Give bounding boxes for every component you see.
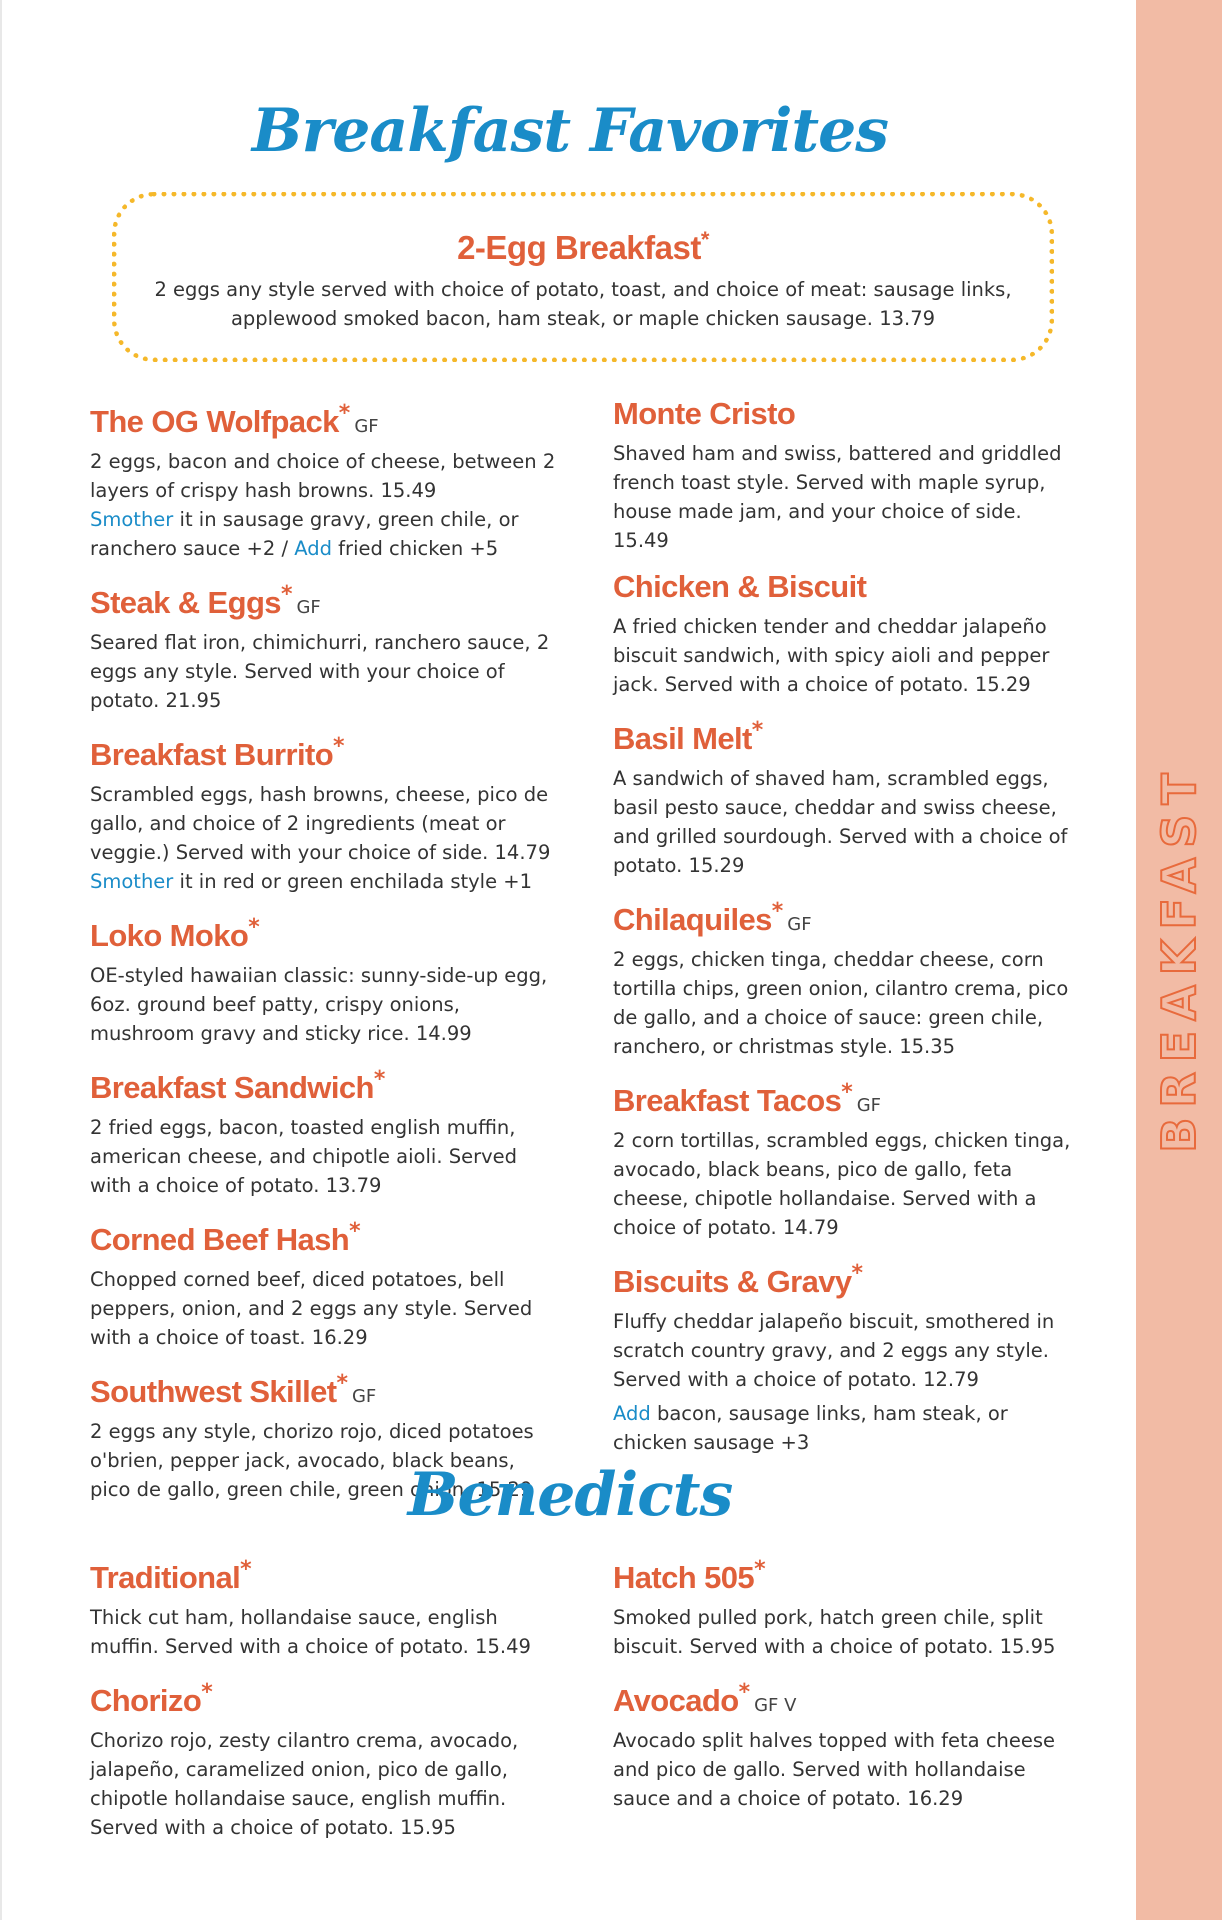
menu-item-name-row	[613, 567, 1083, 612]
menu-item-name-row	[90, 908, 560, 961]
menu-item	[90, 908, 560, 1048]
menu-item-name: Breakfast Burrito	[90, 737, 334, 772]
addon-keyword: Smother	[90, 870, 174, 893]
dietary-tag: GF	[296, 597, 321, 618]
menu-item-description: Shaved ham and swiss, battered and griddled french toast style. Served with maple syrup, house made jam, and your choice of side. 15.49	[613, 442, 1062, 552]
menu-item-name: Traditional	[90, 1560, 241, 1595]
section-title-benedicts: Benedicts	[407, 1460, 733, 1530]
addon-text: it in red or green enchilada style +1	[173, 870, 533, 893]
raw-item-asterisk: *	[336, 1371, 348, 1396]
menu-item	[613, 892, 1083, 1061]
featured-item-name: 2-Egg Breakfast	[457, 229, 701, 266]
menu-item-name: Southwest Skillet	[90, 1374, 337, 1409]
raw-item-asterisk: *	[754, 1557, 766, 1582]
menu-item	[90, 727, 560, 896]
menu-item-description: 2 eggs, chicken tinga, cheddar cheese, corn tortilla chips, green onion, cilantro crema, pico de gallo, and a choice of sauce: green chile, ranchero, or christmas style. 15.35	[613, 948, 1069, 1058]
menu-item-description: 2 eggs any style, chorizo rojo, diced potatoes o'brien, pepper jack, avocado, black beans, pico de gallo, green chile, green onion. 15.29	[90, 1420, 534, 1501]
addon-keyword: Add	[294, 537, 332, 560]
menu-item-name: Basil Melt	[613, 721, 752, 756]
menu-item	[613, 1550, 1083, 1661]
menu-item-name-row	[90, 1060, 560, 1113]
menu-item-name-row	[90, 1212, 560, 1265]
menu-item	[613, 394, 1083, 555]
addon-text: bacon, sausage links, ham steak, or chicken sausage +3	[613, 1402, 1008, 1454]
menu-item-name-row	[90, 1673, 560, 1726]
raw-item-asterisk: *	[201, 1680, 213, 1705]
menu-item	[613, 1254, 1083, 1457]
raw-item-asterisk: *	[700, 227, 709, 252]
menu-item	[90, 1673, 560, 1842]
menu-item-description: 2 eggs, bacon and choice of cheese, between 2 layers of crispy hash browns. 15.49	[90, 450, 556, 502]
menu-item-name: Hatch 505	[613, 1560, 755, 1595]
dietary-tag: GF	[354, 416, 379, 437]
addon-text: it in sausage gravy, green chile, or ranchero sauce +2 /	[90, 508, 519, 560]
menu-item-name-row	[613, 1254, 1083, 1307]
dietary-tag: GF V	[754, 1695, 797, 1716]
menu-item-name: Breakfast Tacos	[613, 1083, 842, 1118]
menu-item-description: A sandwich of shaved ham, scrambled eggs, basil pesto sauce, cheddar and swiss cheese, and grilled sourdough. Served with a choice of potato. 15.29	[613, 767, 1068, 877]
menu-item-name: Monte Cristo	[613, 396, 796, 431]
menu-item-name-row	[90, 1364, 560, 1417]
menu-item	[613, 567, 1083, 699]
menu-item-description: Chopped corned beef, diced potatoes, bell peppers, onion, and 2 eggs any style. Served with a choice of toast. 16.29	[90, 1268, 533, 1349]
menu-item-description: Chorizo rojo, zesty cilantro crema, avocado, jalapeño, caramelized onion, pico de gallo, chipotle hollandaise sauce, english muffin. Served with a choice of potato. 15.95	[90, 1729, 519, 1839]
menu-item-name-row	[613, 1073, 1083, 1126]
raw-item-asterisk: *	[851, 1261, 864, 1286]
side-tab-label: BREAKFAST	[1152, 763, 1206, 1153]
menu-item-name: Corned Beef Hash	[90, 1222, 350, 1257]
menu-item-name-row	[613, 1673, 1083, 1726]
raw-item-asterisk: *	[349, 1219, 361, 1244]
raw-item-asterisk: *	[373, 1067, 386, 1092]
menu-item-name: Chilaquiles	[613, 902, 772, 937]
raw-item-asterisk: *	[280, 582, 293, 607]
menu-item-name: The OG Wolfpack	[90, 404, 339, 439]
addon-keyword: Add	[613, 1402, 651, 1425]
raw-item-asterisk: *	[338, 401, 351, 426]
menu-item-name-row	[613, 394, 1083, 439]
menu-item-description: OE-styled hawaiian classic: sunny-side-up egg, 6oz. ground beef patty, crispy onions, mushroom gravy and sticky rice. 14.99	[90, 964, 548, 1045]
menu-item-name-row	[613, 1550, 1083, 1603]
raw-item-asterisk: *	[248, 915, 260, 940]
menu-item-description: Smoked pulled pork, hatch green chile, split biscuit. Served with a choice of potato. 15.95	[613, 1606, 1056, 1658]
menu-item-name: Avocado	[613, 1683, 739, 1718]
menu-item-name-row	[90, 575, 560, 628]
addon-text: fried chicken +5	[331, 537, 499, 560]
menu-item-name: Chorizo	[90, 1683, 202, 1718]
menu-item-description: 2 fried eggs, bacon, toasted english muffin, american cheese, and chipotle aioli. Served with a choice of potato. 13.79	[90, 1116, 518, 1197]
benedicts-column-right	[613, 1550, 1083, 1825]
featured-item-description: 2 eggs any style served with choice of potato, toast, and choice of meat: sausage links, applewood smoked bacon, ham steak, or maple chicken sausage. 13.79	[154, 278, 1012, 330]
menu-item-name-row	[90, 727, 560, 780]
featured-item-name-row	[117, 227, 1049, 267]
breakfast-column-right	[613, 394, 1083, 1469]
menu-item-name-row	[90, 1550, 560, 1603]
raw-item-asterisk: *	[751, 718, 764, 743]
menu-item	[90, 1212, 560, 1352]
menu-item-name-row	[90, 394, 560, 447]
raw-item-asterisk: *	[240, 1557, 252, 1582]
menu-item-description: Avocado split halves topped with feta cheese and pico de gallo. Served with hollandaise sauce and a choice of potato. 16.29	[613, 1729, 1056, 1810]
menu-item-addon-note	[90, 867, 560, 896]
dietary-tag: GF	[856, 1095, 882, 1116]
raw-item-asterisk: *	[333, 734, 345, 759]
menu-item-description: Fluffy cheddar jalapeño biscuit, smothered in scratch country gravy, and 2 eggs any style. Served with a choice of potato. 12.79	[613, 1310, 1055, 1391]
menu-item-description: 2 corn tortillas, scrambled eggs, chicken tinga, avocado, black beans, pico de gallo, feta cheese, chipotle hollandaise. Served with a choice of potato. 14.79	[613, 1129, 1071, 1239]
menu-item-addon-note	[90, 505, 560, 563]
menu-item	[90, 394, 560, 563]
raw-item-asterisk: *	[738, 1680, 751, 1705]
menu-item	[613, 1673, 1083, 1813]
menu-item-name: Breakfast Sandwich	[90, 1070, 374, 1105]
addon-keyword: Smother	[90, 508, 174, 531]
raw-item-asterisk: *	[771, 899, 784, 924]
featured-item-box	[112, 192, 1054, 362]
menu-item-name: Chicken & Biscuit	[613, 569, 867, 604]
menu-item-description: Thick cut ham, hollandaise sauce, english muffin. Served with a choice of potato. 15.49	[90, 1606, 531, 1658]
menu-item	[613, 1073, 1083, 1242]
menu-item-name: Loko Moko	[90, 918, 249, 953]
menu-item-name-row	[613, 711, 1083, 764]
menu-item	[90, 575, 560, 715]
menu-item-description: Scrambled eggs, hash browns, cheese, pico de gallo, and choice of 2 ingredients (meat or veggie.) Served with your choice of side. 14.79	[90, 783, 551, 864]
breakfast-column-left	[90, 394, 560, 1516]
menu-item-description: Seared flat iron, chimichurri, ranchero sauce, 2 eggs any style. Served with your choice of potato. 21.95	[90, 631, 550, 712]
menu-item-name-row	[613, 892, 1083, 945]
raw-item-asterisk: *	[841, 1080, 853, 1105]
benedicts-column-left	[90, 1550, 560, 1854]
menu-item-addon-note	[613, 1399, 1083, 1457]
dietary-tag: GF	[787, 914, 812, 935]
menu-item	[613, 711, 1083, 880]
menu-item-name: Steak & Eggs	[90, 585, 281, 620]
menu-item-description: A fried chicken tender and cheddar jalapeño biscuit sandwich, with spicy aioli and pepper jack. Served with a choice of potato. 15.29	[613, 615, 1050, 696]
section-title-breakfast-favorites: Breakfast Favorites	[251, 96, 889, 166]
dietary-tag: GF	[351, 1386, 377, 1407]
menu-item	[90, 1550, 560, 1661]
menu-item-name: Biscuits & Gravy	[613, 1264, 852, 1299]
menu-item	[90, 1060, 560, 1200]
